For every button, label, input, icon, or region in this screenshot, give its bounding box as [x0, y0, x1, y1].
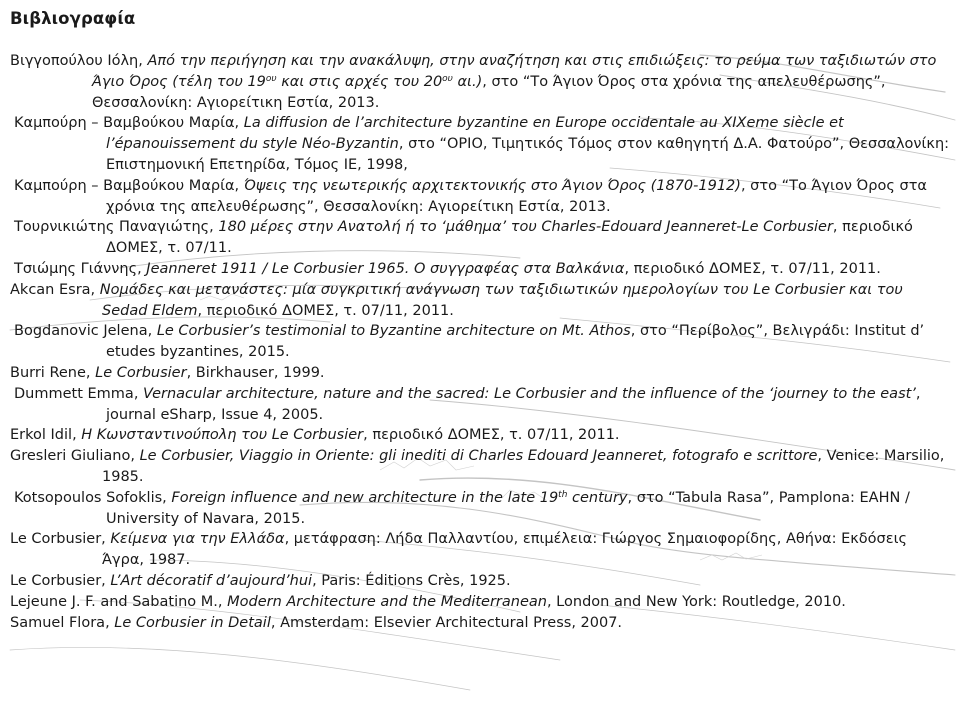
entry-publication: , Amsterdam: Elsevier Architectural Press, 2007. [270, 614, 623, 631]
bibliography-entry: Τσιώμης Γιάννης, Jeanneret 1911 / Le Corbusier 1965. Ο συγγραφέας στα Βαλκάνια, περιοδικό ΔΟΜΕΣ, τ. 07/11, 2011. [14, 260, 881, 277]
bibliography-entry: Le Corbusier, Κείμενα για την Ελλάδα, μετάφραση: Λήδα Παλλαντίου, επιμέλεια: Γιώργος Σημαιοφορίδης, Αθήνα: Εκδόσεις Άγρα, 1987. [10, 531, 907, 569]
entry-title: Από την περιήγηση και την ανακάλυψη, στην αναζήτηση και στις επιδιώξεις: το ρεύμα των ταξιδιωτών στο Άγιο Όρος (τέλη του $19^{o\upsilon}$ και στις αρχές του $20^{o\upsilon}$ αι.) [92, 53, 937, 90]
entry-title: Jeanneret 1911 / Le Corbusier 1965. Ο συγγραφέας στα Βαλκάνια [146, 260, 625, 277]
bibliography-entry: Burri Rene, Le Corbusier, Birkhauser, 1999. [10, 364, 325, 381]
bibliography-entry: Καμπούρη – Βαμβούκου Μαρία, Όψεις της νεωτερικής αρχιτεκτονικής στο Άγιον Όρος (1870-1912), στο “Το Άγιον Όρος στα χρόνια της απελευθέρωσης”, Θεσσαλονίκη: Αγιορείτικη Εστία, 2013. [14, 177, 927, 215]
slide-title: Βιβλιογραφία [10, 9, 136, 28]
entry-publication: , Venice: Marsilio, 1985. [102, 448, 945, 485]
bibliography-list [10, 51, 950, 633]
entry-publication: , στο “Περίβολος”, Βελιγράδι: Institut d’ etudes byzantines, 2015. [106, 323, 925, 361]
entry-author: Dummett Emma [14, 385, 134, 402]
entry-author: Gresleri Giuliano [10, 448, 131, 465]
entry-publication: , περιοδικό ΔΟΜΕΣ, τ. 07/11, 2011. [624, 260, 881, 277]
entry-author: Καμπούρη – Βαμβούκου Μαρία [14, 115, 235, 132]
entry-title: Le Corbusier, Viaggio in Oriente: gli inediti di Charles Edouard Jeanneret, fotografo e scrittore [139, 448, 818, 465]
bibliography-entry: Gresleri Giuliano, Le Corbusier, Viaggio in Oriente: gli inediti di Charles Edouard Jeanneret, fotografo e scrittore, Venice: Marsilio, 1985. [10, 448, 945, 485]
entry-title: Όψεις της νεωτερικής αρχιτεκτονικής στο Άγιον Όρος (1870-1912) [243, 177, 741, 194]
entry-title: Le Corbusier in Detail [114, 614, 271, 631]
entry-title: Κείμενα για την Ελλάδα [110, 531, 285, 548]
entry-publication: , περιοδικό ΔΟΜΕΣ, τ. 07/11, 2011. [197, 302, 454, 319]
bibliography-entry: Lejeune J. F. and Sabatino M., Modern Architecture and the Mediterranean, London and New York: Routledge, 2010. [10, 593, 846, 610]
entry-publication: , στο “Το Άγιον Όρος στα χρόνια της απελευθέρωσης”, Θεσσαλονίκη: Αγιορείτικη Εστία, 2013. [106, 177, 927, 215]
entry-title: Le Corbusier [95, 364, 187, 381]
entry-publication: , μετάφραση: Λήδα Παλλαντίου, επιμέλεια: Γιώργος Σημαιοφορίδης, Αθήνα: Εκδόσεις Άγρα, 1987. [102, 531, 907, 569]
bibliography-entry: Dummett Emma, Vernacular architecture, nature and the sacred: Le Corbusier and the influence of the ‘journey to the east’, journal eSharp, Issue 4, 2005. [14, 385, 921, 423]
entry-author: Akcan Esra [10, 281, 91, 298]
entry-title: 180 μέρες στην Ανατολή ή το ‘μάθημα’ του Charles-Edouard Jeanneret-Le Corbusier [218, 219, 833, 236]
entry-author: Le Corbusier [10, 572, 102, 589]
bibliography-entry: Βιγγοπούλου Ιόλη, Από την περιήγηση και την ανακάλυψη, στην αναζήτηση και στις επιδιώξεις: το ρεύμα των ταξιδιωτών στο Άγιο Όρος (τέλη του $19^{o\upsilon}$ και στις αρχές του $20^{o\upsilon}$ αι.), στο “Το Άγιον Όρος στα χρόνια της απελευθέρωσης”, Θεσσαλονίκη: Αγιορείτικη Εστία, 2013. [10, 53, 937, 111]
bibliography-entry: Τουρνικιώτης Παναγιώτης, 180 μέρες στην Ανατολή ή το ‘μάθημα’ του Charles-Edouard Jeanneret-Le Corbusier, περιοδικό ΔΟΜΕΣ, τ. 07/11. [14, 219, 913, 257]
entry-author: Le Corbusier [10, 531, 102, 548]
entry-author: Καμπούρη – Βαμβούκου Μαρία [14, 177, 235, 194]
entry-author: Βιγγοπούλου Ιόλη [10, 53, 139, 69]
entry-title: Le Corbusier’s testimonial to Byzantine architecture on Mt. Athos [156, 323, 631, 340]
entry-publication: , London and New York: Routledge, 2010. [546, 593, 846, 610]
entry-title: L’Art décoratif d’aujourd’hui [110, 572, 313, 589]
entry-publication: , περιοδικό ΔΟΜΕΣ, τ. 07/11. [106, 219, 913, 257]
bibliography-entry: Καμπούρη – Βαμβούκου Μαρία, La diffusion de l’architecture byzantine en Europe occidentale au XIXeme siècle et l’épanouissement du style Néo-Byzantin, στο “ΟΡΙΟ, Τιμητικός Τόμος στον καθηγητή Δ.Α. Φατούρο”, Θεσσαλονίκη: Επιστημονική Επετηρίδα, Τόμος ΙΕ, 1998, [14, 115, 950, 173]
entry-author: Lejeune J. F. and Sabatino M. [10, 593, 218, 610]
entry-author: Τσιώμης Γιάννης [14, 260, 138, 277]
entry-author: Samuel Flora [10, 614, 106, 631]
bibliography-entry: Kotsopoulos Sofoklis, Foreign influence and new architecture in the late 19th century, στο “Tabula Rasa”, Pamplona: EAHN / University of Navara, 2015. [14, 489, 910, 527]
entry-author: Τουρνικιώτης Παναγιώτης [14, 219, 210, 236]
entry-title: Foreign influence and new architecture in the late 19th century [171, 489, 628, 506]
entry-author: Bogdanovic Jelena [14, 323, 148, 340]
bibliography-entry: Samuel Flora, Le Corbusier in Detail, Amsterdam: Elsevier Architectural Press, 2007. [10, 614, 623, 631]
bibliography-entry: Akcan Esra, Νομάδες και μετανάστες: μία συγκριτική ανάγνωση των ταξιδιωτικών ημερολογίων του Le Corbusier και του Sedad Eldem, περιοδικό ΔΟΜΕΣ, τ. 07/11, 2011. [10, 281, 903, 319]
entry-publication: , στο “Tabula Rasa”, Pamplona: EAHN / University of Navara, 2015. [106, 489, 910, 527]
entry-title: La diffusion de l’architecture byzantine en Europe occidentale au XIXeme siècle et l’épanouissement du style Néo-Byzantin [106, 115, 844, 153]
entry-title: Νομάδες και μετανάστες: μία συγκριτική ανάγνωση των ταξιδιωτικών ημερολογίων του Le Corbusier και του Sedad Eldem [99, 281, 903, 319]
bibliography-entry: Bogdanovic Jelena, Le Corbusier’s testimonial to Byzantine architecture on Mt. Athos, στο “Περίβολος”, Βελιγράδι: Institut d’ etudes byzantines, 2015. [14, 323, 925, 361]
entry-title: Vernacular architecture, nature and the sacred: Le Corbusier and the influence of the ‘journey to the east’ [143, 385, 916, 402]
entry-publication: , στο “Το Άγιον Όρος στα χρόνια της απελευθέρωσης”, Θεσσαλονίκη: Αγιορείτικη Εστία, 2013. [92, 73, 886, 111]
entry-publication: , journal eSharp, Issue 4, 2005. [106, 385, 921, 423]
entry-author: Erkol Idil [10, 427, 73, 444]
entry-author: Kotsopoulos Sofoklis [14, 489, 163, 506]
entry-publication: , Paris: Éditions Crès, 1925. [312, 572, 511, 589]
entry-author: Burri Rene [10, 364, 86, 381]
entry-publication: , περιοδικό ΔΟΜΕΣ, τ. 07/11, 2011. [363, 427, 620, 444]
bibliography-entry: Le Corbusier, L’Art décoratif d’aujourd’hui, Paris: Éditions Crès, 1925. [10, 572, 511, 589]
bibliography-entry: Erkol Idil, Η Κωνσταντινούπολη του Le Corbusier, περιοδικό ΔΟΜΕΣ, τ. 07/11, 2011. [10, 427, 620, 444]
entry-title: Η Κωνσταντινούπολη του Le Corbusier [81, 427, 364, 444]
entry-publication: , Birkhauser, 1999. [186, 364, 325, 381]
entry-title: Modern Architecture and the Mediterranean [227, 593, 547, 610]
entry-publication: , στο “ΟΡΙΟ, Τιμητικός Τόμος στον καθηγητή Δ.Α. Φατούρο”, Θεσσαλονίκη: Επιστημονική Επετηρίδα, Τόμος ΙΕ, 1998, [106, 136, 950, 173]
